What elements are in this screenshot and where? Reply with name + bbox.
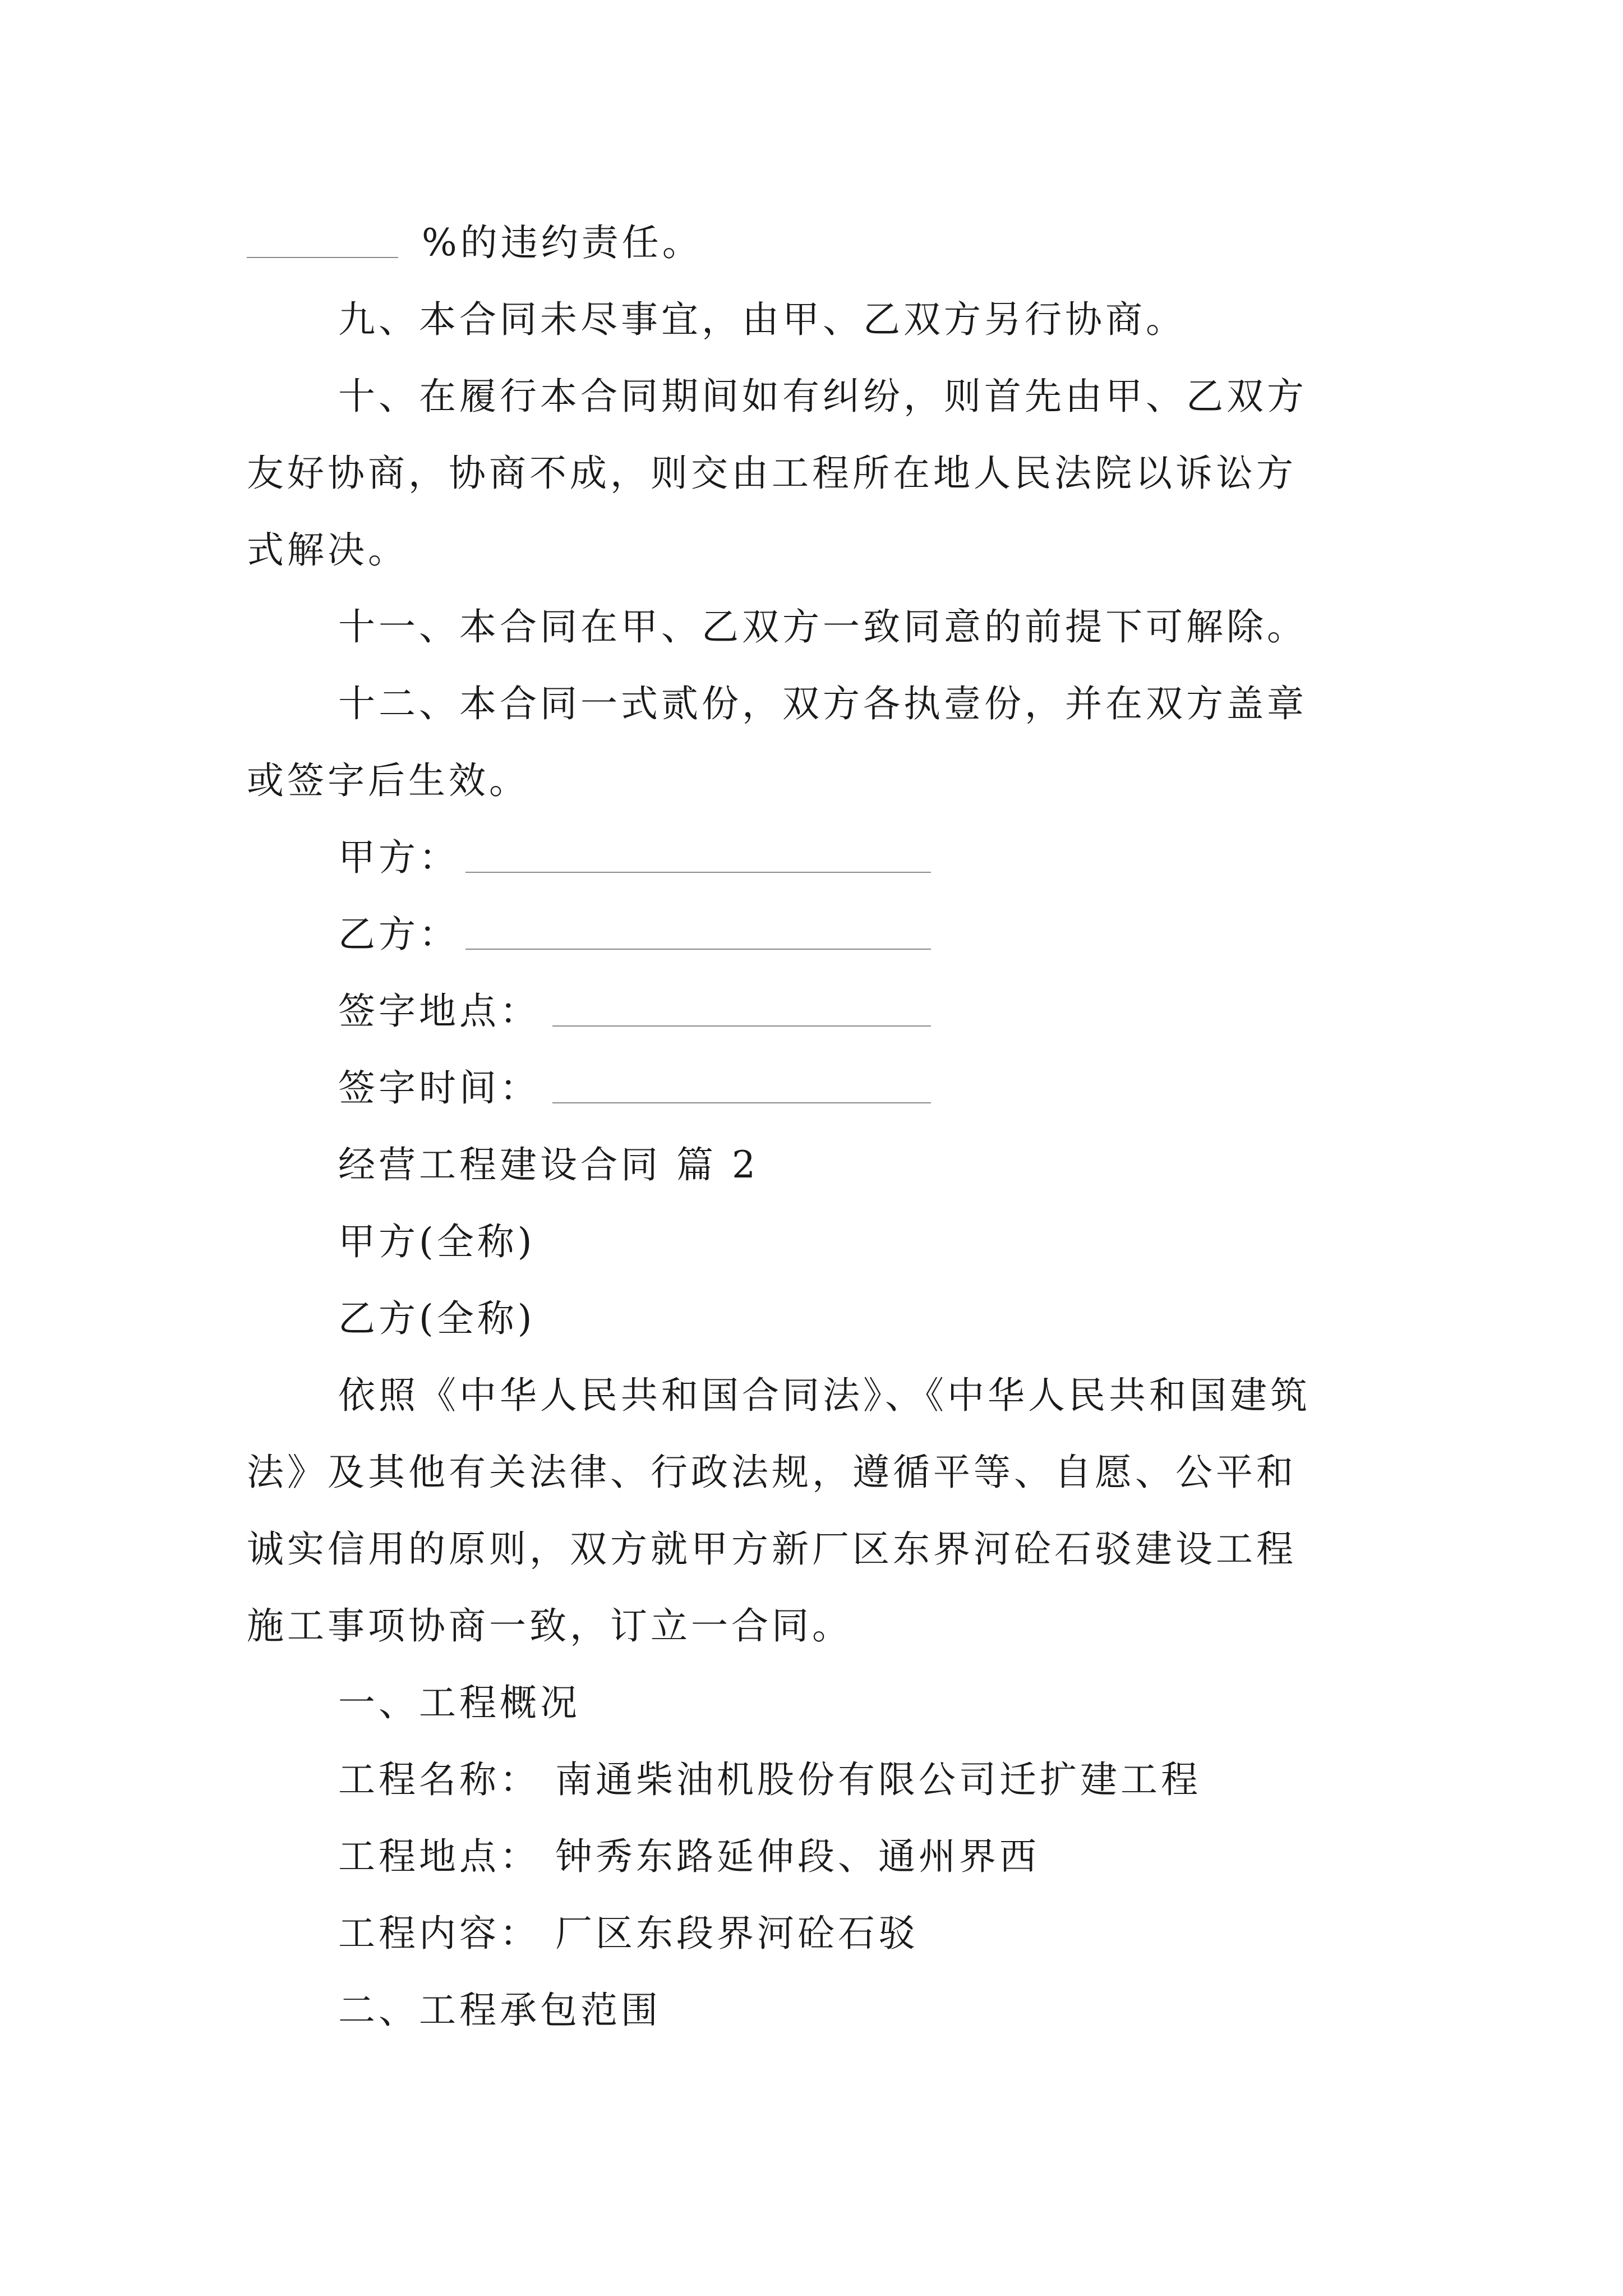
heading-project-overview-text: 一、工程概况 [338,1681,580,1724]
clause-12-line-1 [0,673,1623,735]
party-a-full-name-text: 甲方(全称) [338,1220,536,1263]
clause-11-text: 十一、本合同在甲、乙双方一致同意的前提下可解除。 [338,605,1307,648]
preamble-line-4-text: 施工事项协商一致，订立一合同。 [247,1604,852,1648]
percent-blank [247,257,398,258]
party-b-full-name [0,1288,1623,1350]
preamble-line-3-text: 诚实信用的原则，双方就甲方新厂区东界河砼石驳建设工程 [247,1527,1297,1571]
clause-9-text: 九、本合同未尽事宜，由甲、乙双方另行协商。 [338,298,1186,341]
clause-10-line-2 [0,443,1623,504]
party-b-label: 乙方： [338,913,459,956]
signature-time-blank [552,1102,931,1103]
clause-10-line-3 [0,519,1623,581]
preamble-line-1 [0,1365,1623,1427]
project-location [0,1826,1623,1888]
preamble-line-2-text: 法》及其他有关法律、行政法规，遵循平等、自愿、公平和 [247,1451,1297,1494]
clause-8-tail [0,212,1623,274]
heading-contract-scope [0,1980,1623,2041]
project-content-text: 工程内容： 厂区东段界河砼石驳 [338,1912,919,1955]
signature-time-label: 签字时间： [338,1066,540,1110]
clause-10-line-3-text: 式解决。 [247,528,408,572]
clause-10-line-1-text: 十、在履行本合同期间如有纠纷，则首先由甲、乙双方 [338,375,1307,418]
section-title-2-text: 经营工程建设合同 篇 2 [338,1143,759,1186]
heading-project-overview [0,1672,1623,1734]
clause-9 [0,289,1623,351]
project-name [0,1749,1623,1811]
preamble-line-4 [0,1595,1623,1657]
signature-place-label: 签字地点： [338,990,540,1033]
clause-12-line-2 [0,750,1623,812]
preamble-line-3 [0,1519,1623,1580]
clause-8-tail-text: %的违约责任。 [422,221,703,264]
party-b-blank [465,949,931,950]
preamble-line-1-text: 依照《中华人民共和国合同法》、《中华人民共和国建筑 [338,1374,1311,1417]
section-title-2 [0,1134,1623,1196]
clause-12-line-2-text: 或签字后生效。 [247,759,529,802]
party-a-label: 甲方： [338,836,459,879]
heading-contract-scope-text: 二、工程承包范围 [338,1989,661,2032]
project-content [0,1903,1623,1964]
preamble-line-2 [0,1442,1623,1503]
signature-party-a [0,827,1623,889]
clause-10-line-2-text: 友好协商，协商不成，则交由工程所在地人民法院以诉讼方 [247,452,1297,495]
signature-time [0,1057,1623,1119]
party-a-full-name [0,1211,1623,1273]
signature-party-b [0,904,1623,965]
clause-12-line-1-text: 十二、本合同一式贰份，双方各执壹份，并在双方盖章 [338,682,1307,725]
clause-10-line-1 [0,366,1623,427]
clause-11 [0,596,1623,658]
signature-place [0,981,1623,1042]
project-location-text: 工程地点： 钟秀东路延伸段、通州界西 [338,1835,1040,1878]
party-a-blank [465,872,931,873]
project-name-text: 工程名称： 南通柴油机股份有限公司迁扩建工程 [338,1758,1201,1801]
party-b-full-name-text: 乙方(全称) [338,1297,536,1340]
signature-place-blank [552,1025,931,1027]
